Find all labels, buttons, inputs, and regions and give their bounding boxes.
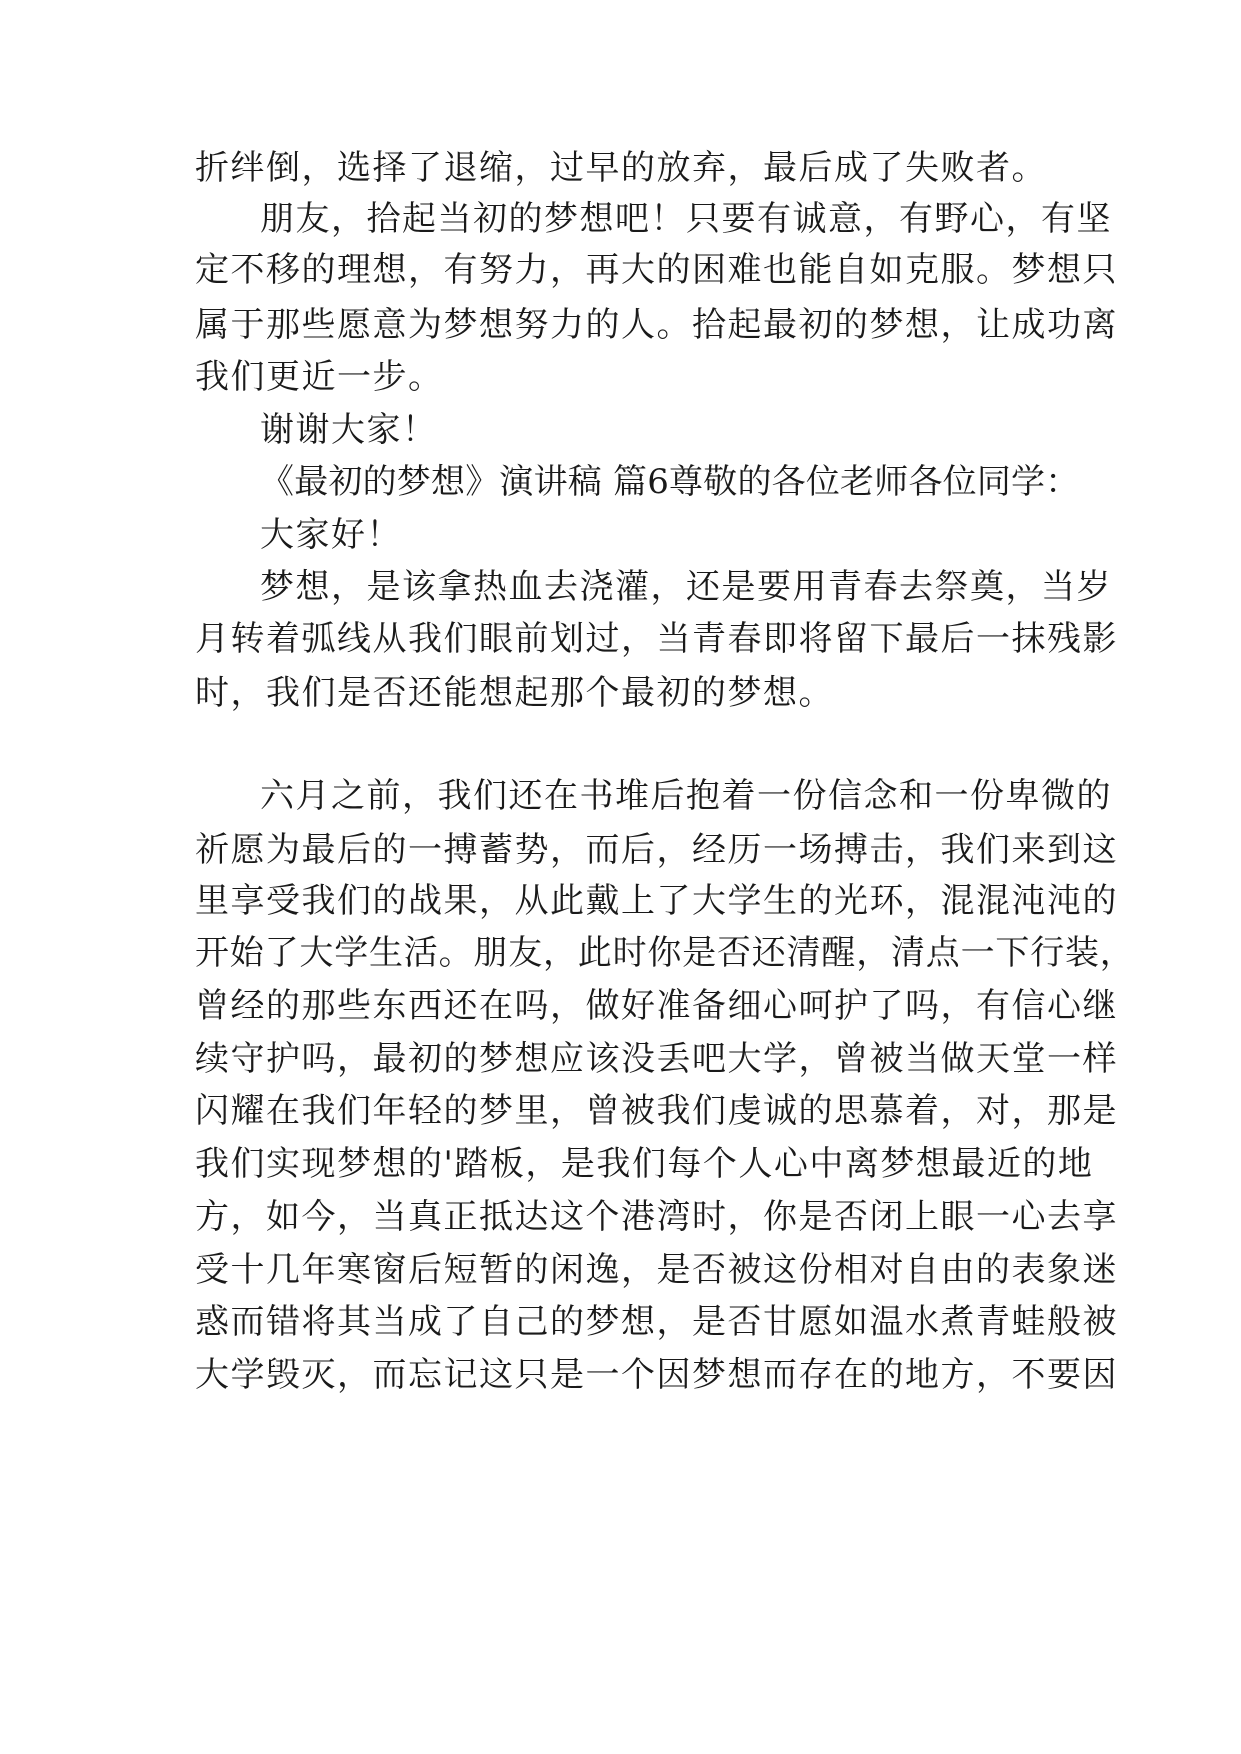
text-line: 惑而错将其当成了自己的梦想，是否甘愿如温水煮青蛙般被 bbox=[195, 1302, 1118, 1342]
text-line: 闪耀在我们年轻的梦里，曾被我们虔诚的思慕着，对，那是 bbox=[195, 1091, 1118, 1131]
paragraph-start: 梦想，是该拿热血去浇灌，还是要用青春去祭奠，当岁 bbox=[260, 567, 1112, 607]
text-line: 大学毁灭，而忘记这只是一个因梦想而存在的地方，不要因 bbox=[195, 1355, 1118, 1395]
section-heading: 《最初的梦想》演讲稿 篇6尊敬的各位老师各位同学： bbox=[260, 462, 1080, 502]
greeting: 大家好！ bbox=[260, 515, 402, 555]
paragraph-start: 六月之前，我们还在书堆后抱着一份信念和一份卑微的 bbox=[260, 776, 1112, 816]
text-line: 我们更近一步。 bbox=[195, 357, 444, 397]
text-line: 方，如今，当真正抵达这个港湾时，你是否闭上眼一心去享 bbox=[195, 1197, 1118, 1237]
paragraph-start: 朋友，拾起当初的梦想吧！只要有诚意，有野心，有坚 bbox=[260, 199, 1112, 239]
text-line: 受十几年寒窗后短暂的闲逸，是否被这份相对自由的表象迷 bbox=[195, 1250, 1118, 1290]
text-line: 祈愿为最后的一搏蓄势，而后，经历一场搏击，我们来到这 bbox=[195, 830, 1118, 870]
text-line: 续守护吗，最初的梦想应该没丢吧大学，曾被当做天堂一样 bbox=[195, 1039, 1118, 1079]
text-line: 月转着弧线从我们眼前划过，当青春即将留下最后一抹残影 bbox=[195, 619, 1118, 659]
text-line: 属于那些愿意为梦想努力的人。拾起最初的梦想，让成功离 bbox=[195, 305, 1118, 345]
text-line: 里享受我们的战果，从此戴上了大学生的光环，混混沌沌的 bbox=[195, 881, 1118, 921]
text-line: 曾经的那些东西还在吗，做好准备细心呵护了吗，有信心继 bbox=[195, 986, 1118, 1026]
text-line: 定不移的理想，有努力，再大的困难也能自如克服。梦想只 bbox=[195, 250, 1118, 290]
text-line: 折绊倒，选择了退缩，过早的放弃，最后成了失败者。 bbox=[195, 148, 1047, 188]
text-line: 时，我们是否还能想起那个最初的梦想。 bbox=[195, 673, 834, 713]
text-line: 我们实现梦想的'踏板，是我们每个人心中离梦想最近的地 bbox=[195, 1144, 1094, 1184]
text-line: 开始了大学生活。朋友，此时你是否还清醒，清点一下行装， bbox=[195, 933, 1135, 973]
closing-thanks: 谢谢大家！ bbox=[260, 410, 438, 450]
